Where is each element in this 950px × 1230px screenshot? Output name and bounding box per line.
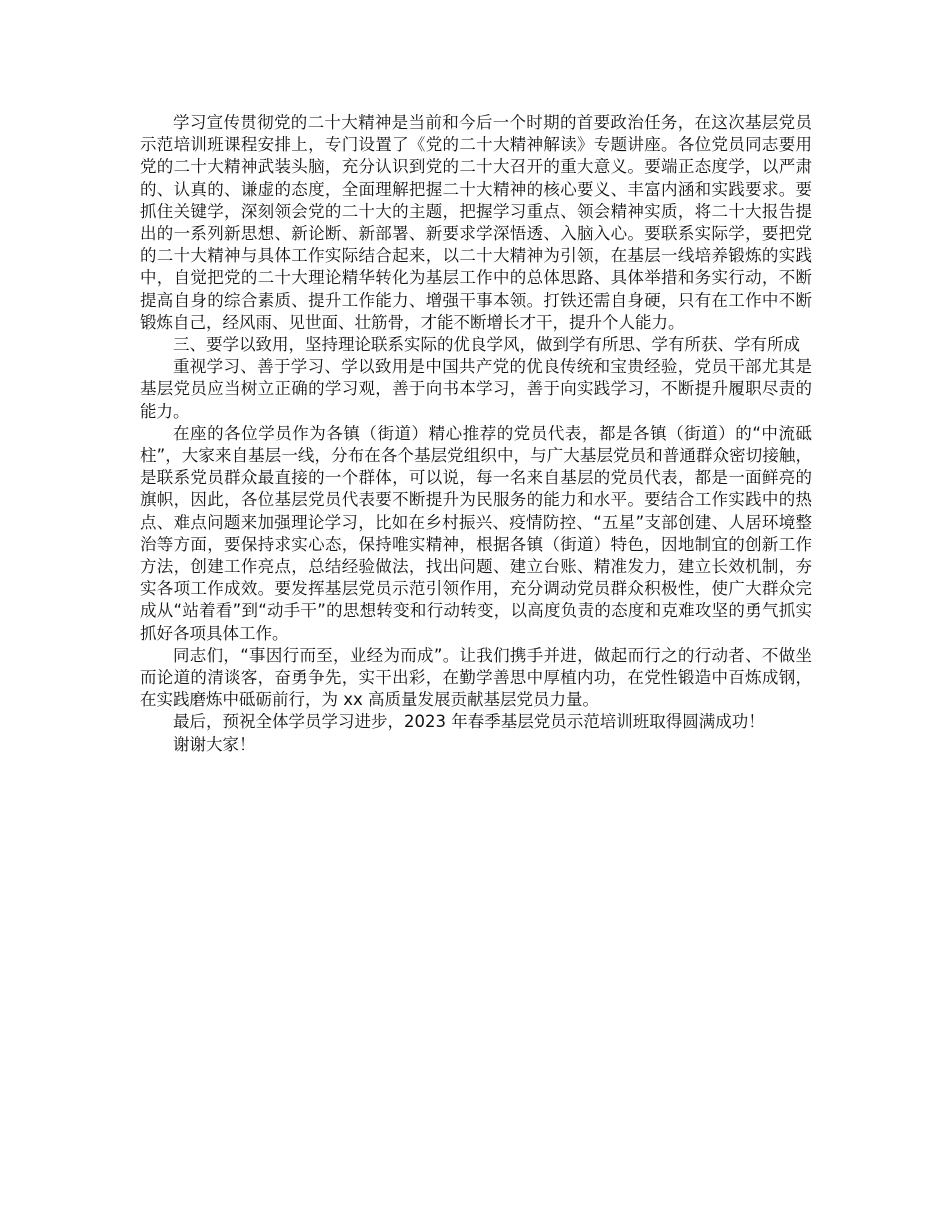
paragraph-comrades: 同志们，“事因行而至，业经为而成”。让我们携手并进，做起而行之的行动者、不做坐而论道的清谈客，奋勇争先，实干出彩，在勤学善思中厚植内功，在党性锻造中百炼成钢，在实践磨炼中砥砺前行，为 xx 高质量发展贡献基层党员力量。 bbox=[140, 645, 812, 710]
paragraph-party-representatives: 在座的各位学员作为各镇（街道）精心推荐的党员代表，都是各镇（街道）的“中流砥柱”，大家来自基层一线，分布在各个基层党组织中，与广大基层党员和普通群众密切接触，是联系党员群众最直接的一个群体，可以说，每一名来自基层的党员代表，都是一面鲜亮的旗帜，因此，各位基层党员代表要不断提升为民服务的能力和水平。要结合工作实践中的热点、难点问题来加强理论学习，比如在乡村振兴、疫情防控、“五星”支部创建、人居环境整治等方面，要保持求实心态，保持唯实精神，根据各镇（街道）特色，因地制宜的创新工作方法，创建工作亮点，总结经验做法，找出问题、建立台账、精准发力，建立长效机制，夯实各项工作成效。要发挥基层党员示范引领作用，充分调动党员群众积极性，使广大群众完成从“站着看”到“动手干”的思想转变和行动转变，以高度负责的态度和克难攻坚的勇气抓实抓好各项具体工作。 bbox=[140, 423, 812, 643]
paragraph-closing-wish: 最后，预祝全体学员学习进步，2023 年春季基层党员示范培训班取得圆满成功！ bbox=[173, 712, 765, 732]
paragraph-study-spirit: 学习宣传贯彻党的二十大精神是当前和今后一个时期的首要政治任务，在这次基层党员示范培训班课程安排上，专门设置了《党的二十大精神解读》专题讲座。各位党员同志要用党的二十大精神武装头脑，充分认识到党的二十大召开的重大意义。要端正态度学，以严肃的、认真的、谦虚的态度，全面理解把握二十大精神的核心要义、丰富内涵和实践要求。要抓住关键学，深刻领会党的二十大的主题，把握学习重点、领会精神实质，将二十大报告提出的一系列新思想、新论断、新部署、新要求学深悟透、入脑入心。要联系实际学，要把党的二十大精神与具体工作实际结合起来，以二十大精神为引领，在基层一线培养锻炼的实践中，自觉把党的二十大理论精华转化为基层工作中的总体思路、具体举措和务实行动，不断提高自身的综合素质、提升工作能力、增强干事本领。打铁还需自身硬，只有在工作中不断锻炼自己，经风雨、见世面、壮筋骨，才能不断增长才干，提升个人能力。 bbox=[140, 113, 812, 332]
section-heading-three: 三、要学以致用，坚持理论联系实际的优良学风，做到学有所思、学有所获、学有所成 bbox=[173, 335, 800, 355]
document-body bbox=[140, 112, 812, 756]
paragraph-learning-tradition: 重视学习、善于学习、学以致用是中国共产党的优良传统和宝贵经验，党员干部尤其是基层党员应当树立正确的学习观，善于向书本学习，善于向实践学习，不断提升履职尽责的能力。 bbox=[140, 357, 812, 421]
paragraph-thanks: 谢谢大家！ bbox=[173, 734, 256, 754]
